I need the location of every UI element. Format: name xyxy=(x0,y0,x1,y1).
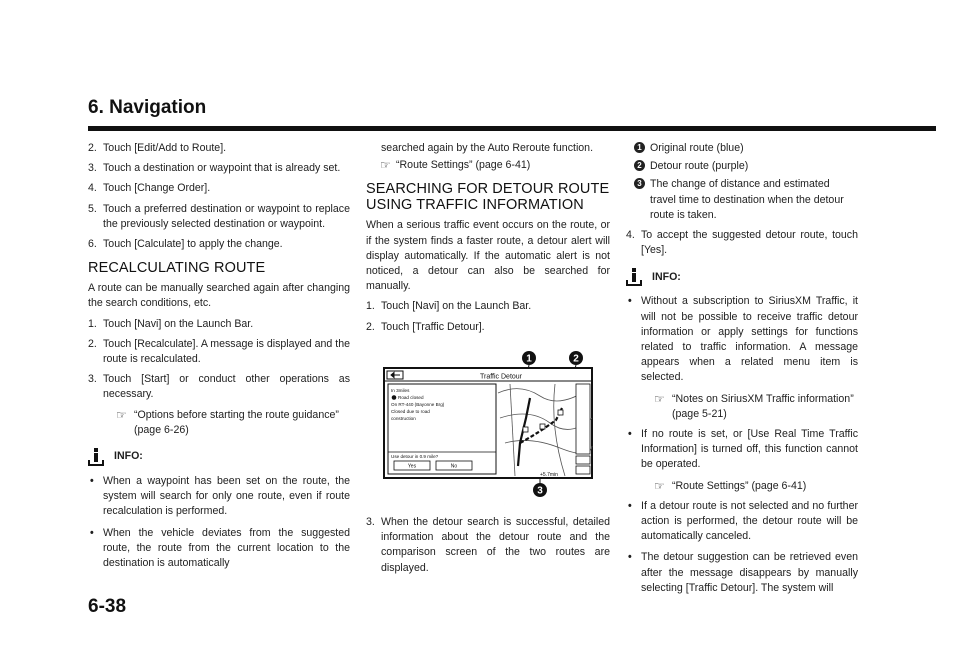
svg-text:+5.7min: +5.7min xyxy=(540,471,558,478)
list-item: 3 The change of distance and estimated travel time to destination when the detour route is taken. xyxy=(626,177,858,223)
column-1 xyxy=(88,141,350,577)
list-item: 1. Touch [Navi] on the Launch Bar. xyxy=(88,317,254,330)
pointing-hand-icon: ☞ xyxy=(654,391,665,406)
list-item: 3. Touch a destination or waypoint that is already set. xyxy=(88,162,341,175)
page-number: 6-38 xyxy=(88,596,127,617)
svg-text:On RT-440 (Bayonne Brg): On RT-440 (Bayonne Brg) xyxy=(391,401,445,407)
list-item: • The detour suggestion can be retrieved even after the message disappears by manually selecting [Traffic Detour]. The system will xyxy=(628,551,858,594)
list-item: 1 Original route (blue) xyxy=(626,141,858,156)
section-title: 6. Navigation xyxy=(88,97,207,118)
cross-reference: ☞ “Notes on SiriusXM Traffic information” (page 5-21) xyxy=(654,391,854,420)
list-item: 5. Touch a preferred destination or waypoint to replace the previously selected destination or waypoint. xyxy=(88,202,350,230)
list-item: 6. Touch [Calculate] to apply the change. xyxy=(88,238,283,251)
pointing-hand-icon: ☞ xyxy=(654,478,665,493)
info-icon xyxy=(88,448,104,466)
list-item: • If no route is set, or [Use Real Time Traffic Information] is turned off, this function cannot be operated. xyxy=(628,428,858,471)
recalculating-route-heading: RECALCULATING ROUTE xyxy=(88,260,266,277)
info-header: INFO: xyxy=(88,448,350,466)
screen-title: Traffic Detour xyxy=(480,373,523,381)
svg-text:Road closed: Road closed xyxy=(398,394,424,400)
svg-text:construction: construction xyxy=(391,415,416,421)
svg-text:1: 1 xyxy=(526,353,532,365)
list-item: • When a waypoint has been set on the route, the system will search for only one route, even if route recalculation is performed. xyxy=(90,475,350,518)
recalculating-intro: A route can be manually searched again after changing the search conditions, etc. xyxy=(88,282,350,310)
cross-reference: ☞ “Options before starting the route guidance” (page 6-26) xyxy=(116,407,339,436)
svg-text:No: No xyxy=(450,463,458,470)
info-header: INFO: xyxy=(626,268,858,286)
svg-text:In 3miles: In 3miles xyxy=(391,387,410,393)
list-item: 3. When the detour search is successful, detailed information about the detour route and the comparison screen of the two routes are displayed. xyxy=(366,516,610,574)
list-item: 1. Touch [Navi] on the Launch Bar. xyxy=(366,300,532,313)
list-item: 4. To accept the suggested detour route, touch [Yes]. xyxy=(626,229,858,257)
list-item: • Without a subscription to SiriusXM Traffic, it will not be possible to receive traffic detour information or apply settings for functions related to traffic information. A message appears when a related menu item is selected. xyxy=(628,295,858,384)
list-item: 2. Touch [Edit/Add to Route]. xyxy=(88,142,227,154)
pointing-hand-icon: ☞ xyxy=(116,407,127,422)
list-item: • When the vehicle deviates from the suggested route, the route from the current location to the destination is automatically xyxy=(90,526,350,570)
callout-3 xyxy=(533,477,547,497)
traffic-detour-screenshot xyxy=(380,348,600,498)
list-item: • If a detour route is not selected and no further action is performed, the detour route will be automatically canceled. xyxy=(628,499,858,543)
svg-text:2: 2 xyxy=(573,353,579,365)
cross-reference: ☞ “Route Settings” (page 6-41) xyxy=(380,158,531,173)
cross-reference: ☞ “Route Settings” (page 6-41) xyxy=(654,478,807,493)
svg-text:Use detour in 0.9 mile?: Use detour in 0.9 mile? xyxy=(391,453,439,459)
list-item: 2 Detour route (purple) xyxy=(626,159,858,174)
list-item: 2. Touch [Recalculate]. A message is displayed and the route is recalculated. xyxy=(88,337,350,366)
detour-intro: When a serious traffic event occurs on the route, or if the system finds a faster route, a detour alert will display automatically. If the automatic alert is not noticed, a detour can also be searched for manually. xyxy=(366,219,610,293)
list-item: 2. Touch [Traffic Detour]. xyxy=(366,320,485,333)
continued-text: searched again by the Auto Reroute function. xyxy=(381,142,594,154)
list-item: 4. Touch [Change Order]. xyxy=(88,182,211,195)
svg-text:Yes: Yes xyxy=(407,463,417,470)
column-3 xyxy=(626,141,858,602)
svg-text:3: 3 xyxy=(537,485,543,497)
header-rule xyxy=(88,126,936,131)
list-item: 3. Touch [Start] or conduct other operations as necessary. xyxy=(88,373,350,401)
pointing-hand-icon: ☞ xyxy=(380,158,391,173)
column-2 xyxy=(366,141,610,581)
info-icon xyxy=(626,268,642,286)
svg-text:Closed due to road: Closed due to road xyxy=(391,408,430,414)
detour-route-heading: SEARCHING FOR DETOUR ROUTE USING TRAFFIC INFORMATION xyxy=(366,181,610,214)
